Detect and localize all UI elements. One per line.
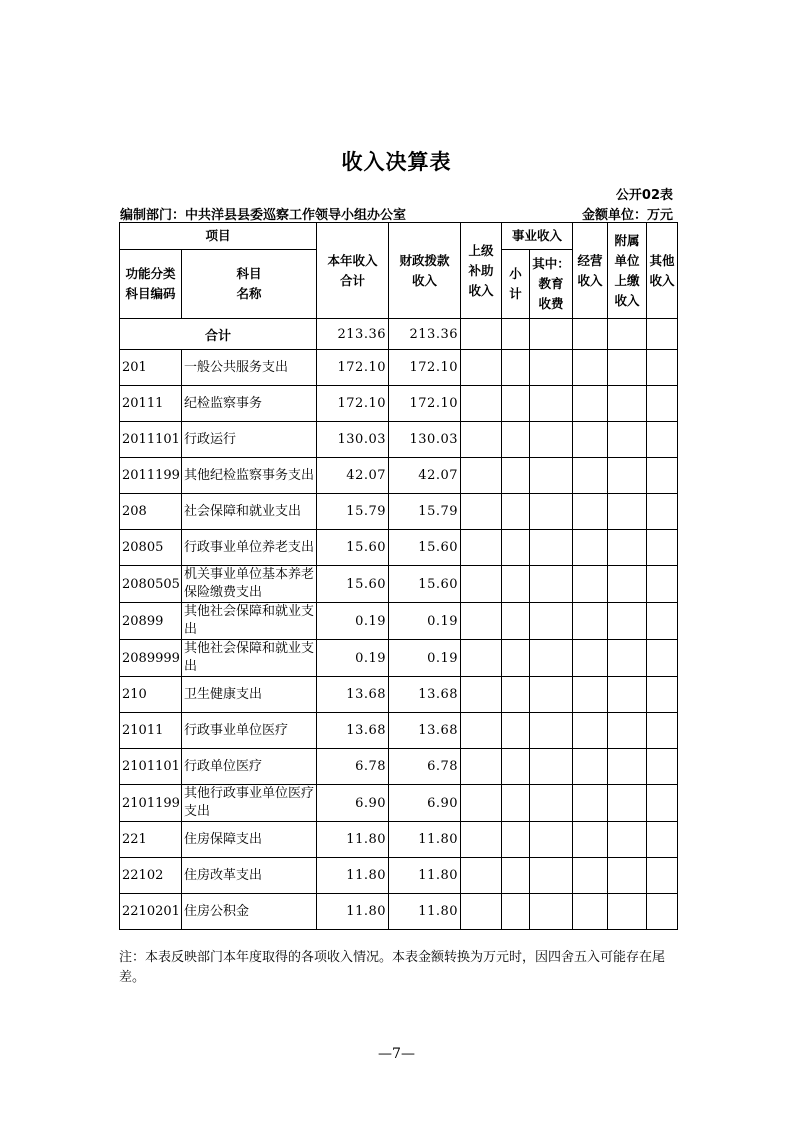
row-name: 行政事业单位养老支出 — [182, 530, 317, 566]
empty-cell — [647, 677, 678, 713]
row-code: 2080505 — [120, 566, 182, 603]
row-total-income: 13.68 — [317, 677, 389, 713]
empty-cell — [461, 713, 502, 749]
table-row — [120, 894, 678, 930]
income-table — [119, 222, 678, 930]
empty-cell — [530, 894, 573, 930]
total-label: 合计 — [120, 319, 317, 350]
empty-cell — [530, 350, 573, 386]
empty-cell — [573, 640, 608, 677]
header-education-fee: 其中： 教育 收费 — [530, 250, 573, 319]
row-name: 卫生健康支出 — [182, 677, 317, 713]
empty-cell — [608, 458, 647, 494]
row-fiscal-income: 130.03 — [389, 422, 461, 458]
row-fiscal-income: 15.60 — [389, 566, 461, 603]
row-fiscal-income: 6.90 — [389, 785, 461, 822]
empty-cell — [608, 640, 647, 677]
empty-cell — [461, 566, 502, 603]
table-row — [120, 749, 678, 785]
total-income-value: 213.36 — [317, 319, 389, 350]
empty-cell — [647, 386, 678, 422]
empty-cell — [502, 422, 530, 458]
row-name: 行政单位医疗 — [182, 749, 317, 785]
empty-cell — [647, 458, 678, 494]
header-subtotal: 小 计 — [502, 250, 530, 319]
total-fiscal-value: 213.36 — [389, 319, 461, 350]
table-row — [120, 422, 678, 458]
row-fiscal-income: 6.78 — [389, 749, 461, 785]
empty-cell — [530, 458, 573, 494]
empty-cell — [461, 494, 502, 530]
empty-cell — [461, 858, 502, 894]
row-total-income: 172.10 — [317, 350, 389, 386]
empty-cell — [608, 749, 647, 785]
table-row — [120, 640, 678, 677]
row-code: 2011199 — [120, 458, 182, 494]
empty-cell — [608, 894, 647, 930]
row-total-income: 13.68 — [317, 713, 389, 749]
table-row — [120, 566, 678, 603]
empty-cell — [647, 603, 678, 640]
table-row — [120, 713, 678, 749]
row-fiscal-income: 11.80 — [389, 894, 461, 930]
empty-cell — [647, 319, 678, 350]
empty-cell — [608, 350, 647, 386]
empty-cell — [530, 822, 573, 858]
empty-cell — [502, 603, 530, 640]
row-name: 其他社会保障和就业支出 — [182, 603, 317, 640]
empty-cell — [647, 858, 678, 894]
table-row — [120, 603, 678, 640]
empty-cell — [573, 749, 608, 785]
row-fiscal-income: 0.19 — [389, 603, 461, 640]
form-number: 公开02表 — [615, 188, 673, 203]
table-row — [120, 494, 678, 530]
empty-cell — [573, 894, 608, 930]
empty-cell — [608, 386, 647, 422]
empty-cell — [530, 749, 573, 785]
row-code: 22102 — [120, 858, 182, 894]
table-row — [120, 858, 678, 894]
row-name: 住房保障支出 — [182, 822, 317, 858]
empty-cell — [647, 566, 678, 603]
row-total-income: 42.07 — [317, 458, 389, 494]
table-row — [120, 530, 678, 566]
empty-cell — [502, 785, 530, 822]
header-operating-income: 经营 收入 — [573, 223, 608, 319]
empty-cell — [502, 494, 530, 530]
row-fiscal-income: 172.10 — [389, 350, 461, 386]
row-fiscal-income: 11.80 — [389, 858, 461, 894]
row-total-income: 0.19 — [317, 603, 389, 640]
empty-cell — [502, 713, 530, 749]
row-fiscal-income: 0.19 — [389, 640, 461, 677]
empty-cell — [573, 530, 608, 566]
row-code: 201 — [120, 350, 182, 386]
row-name: 其他行政事业单位医疗支出 — [182, 785, 317, 822]
header-project: 项目 — [120, 223, 317, 250]
empty-cell — [608, 530, 647, 566]
empty-cell — [608, 422, 647, 458]
empty-cell — [461, 458, 502, 494]
empty-cell — [647, 894, 678, 930]
empty-cell — [608, 603, 647, 640]
empty-cell — [647, 785, 678, 822]
empty-cell — [502, 640, 530, 677]
empty-cell — [608, 858, 647, 894]
header-fiscal-income: 财政拨款 收入 — [389, 223, 461, 319]
row-code: 2101199 — [120, 785, 182, 822]
empty-cell — [530, 386, 573, 422]
empty-cell — [502, 386, 530, 422]
empty-cell — [461, 530, 502, 566]
footnote: 注：本表反映部门本年度取得的各项收入情况。本表金额转换为万元时，因四舍五入可能存在尾差。 — [119, 950, 666, 985]
header-affiliate-income: 附属 单位 上缴 收入 — [608, 223, 647, 319]
table-row — [120, 458, 678, 494]
row-fiscal-income: 15.60 — [389, 530, 461, 566]
row-name: 行政运行 — [182, 422, 317, 458]
row-total-income: 15.79 — [317, 494, 389, 530]
header-superior-subsidy: 上级 补助 收入 — [461, 223, 502, 319]
row-total-income: 15.60 — [317, 566, 389, 603]
table-row — [120, 386, 678, 422]
empty-cell — [573, 422, 608, 458]
empty-cell — [461, 603, 502, 640]
row-total-income: 6.90 — [317, 785, 389, 822]
row-name: 行政事业单位医疗 — [182, 713, 317, 749]
row-total-income: 6.78 — [317, 749, 389, 785]
header-total-income: 本年收入 合计 — [317, 223, 389, 319]
empty-cell — [647, 530, 678, 566]
table-row — [120, 785, 678, 822]
empty-cell — [530, 858, 573, 894]
empty-cell — [573, 319, 608, 350]
empty-cell — [530, 319, 573, 350]
row-total-income: 172.10 — [317, 386, 389, 422]
page-number: —7— — [378, 1046, 415, 1062]
row-name: 社会保障和就业支出 — [182, 494, 317, 530]
empty-cell — [647, 640, 678, 677]
empty-cell — [461, 785, 502, 822]
empty-cell — [573, 386, 608, 422]
row-code: 221 — [120, 822, 182, 858]
row-name: 一般公共服务支出 — [182, 350, 317, 386]
row-code: 20111 — [120, 386, 182, 422]
row-total-income: 130.03 — [317, 422, 389, 458]
empty-cell — [608, 785, 647, 822]
empty-cell — [608, 713, 647, 749]
row-total-income: 11.80 — [317, 858, 389, 894]
empty-cell — [502, 822, 530, 858]
empty-cell — [647, 713, 678, 749]
row-fiscal-income: 11.80 — [389, 822, 461, 858]
row-code: 210 — [120, 677, 182, 713]
empty-cell — [573, 458, 608, 494]
empty-cell — [461, 640, 502, 677]
empty-cell — [608, 319, 647, 350]
empty-cell — [573, 494, 608, 530]
unit-label: 金额单位：万元 — [581, 208, 673, 223]
row-total-income: 15.60 — [317, 530, 389, 566]
empty-cell — [647, 822, 678, 858]
empty-cell — [502, 677, 530, 713]
empty-cell — [530, 713, 573, 749]
empty-cell — [608, 822, 647, 858]
row-code: 2101101 — [120, 749, 182, 785]
row-code: 208 — [120, 494, 182, 530]
empty-cell — [461, 749, 502, 785]
empty-cell — [573, 603, 608, 640]
row-code: 20805 — [120, 530, 182, 566]
empty-cell — [608, 494, 647, 530]
row-name: 机关事业单位基本养老保险缴费支出 — [182, 566, 317, 603]
department-label: 编制部门：中共洋县县委巡察工作领导小组办公室 — [120, 208, 407, 223]
empty-cell — [608, 566, 647, 603]
empty-cell — [461, 422, 502, 458]
row-code: 20899 — [120, 603, 182, 640]
row-total-income: 11.80 — [317, 894, 389, 930]
row-fiscal-income: 13.68 — [389, 713, 461, 749]
empty-cell — [502, 458, 530, 494]
empty-cell — [573, 677, 608, 713]
empty-cell — [530, 422, 573, 458]
empty-cell — [461, 677, 502, 713]
header-other-income: 其他 收入 — [647, 223, 678, 319]
empty-cell — [647, 350, 678, 386]
header-function-code: 功能分类 科目编码 — [120, 250, 182, 319]
row-code: 2011101 — [120, 422, 182, 458]
empty-cell — [573, 785, 608, 822]
total-row — [120, 319, 678, 350]
empty-cell — [502, 749, 530, 785]
empty-cell — [461, 350, 502, 386]
row-name: 住房改革支出 — [182, 858, 317, 894]
empty-cell — [530, 494, 573, 530]
page-title: 收入决算表 — [341, 150, 452, 174]
empty-cell — [530, 603, 573, 640]
header-business-income: 事业收入 — [502, 223, 573, 250]
table-row — [120, 677, 678, 713]
empty-cell — [530, 530, 573, 566]
empty-cell — [502, 566, 530, 603]
empty-cell — [530, 677, 573, 713]
empty-cell — [502, 350, 530, 386]
row-name: 其他纪检监察事务支出 — [182, 458, 317, 494]
empty-cell — [502, 858, 530, 894]
header-subject-name: 科目 名称 — [182, 250, 317, 319]
row-name: 住房公积金 — [182, 894, 317, 930]
empty-cell — [461, 822, 502, 858]
row-code: 2210201 — [120, 894, 182, 930]
empty-cell — [573, 822, 608, 858]
empty-cell — [647, 749, 678, 785]
row-total-income: 11.80 — [317, 822, 389, 858]
empty-cell — [461, 894, 502, 930]
table-row — [120, 350, 678, 386]
empty-cell — [573, 713, 608, 749]
row-code: 21011 — [120, 713, 182, 749]
empty-cell — [647, 494, 678, 530]
row-fiscal-income: 13.68 — [389, 677, 461, 713]
empty-cell — [530, 640, 573, 677]
empty-cell — [502, 530, 530, 566]
empty-cell — [530, 785, 573, 822]
empty-cell — [573, 858, 608, 894]
row-code: 2089999 — [120, 640, 182, 677]
row-fiscal-income: 172.10 — [389, 386, 461, 422]
empty-cell — [573, 350, 608, 386]
table-row — [120, 822, 678, 858]
row-name: 纪检监察事务 — [182, 386, 317, 422]
row-fiscal-income: 15.79 — [389, 494, 461, 530]
empty-cell — [647, 422, 678, 458]
empty-cell — [573, 566, 608, 603]
empty-cell — [461, 319, 502, 350]
empty-cell — [502, 894, 530, 930]
empty-cell — [461, 386, 502, 422]
empty-cell — [502, 319, 530, 350]
row-fiscal-income: 42.07 — [389, 458, 461, 494]
empty-cell — [530, 566, 573, 603]
row-name: 其他社会保障和就业支出 — [182, 640, 317, 677]
empty-cell — [608, 677, 647, 713]
row-total-income: 0.19 — [317, 640, 389, 677]
